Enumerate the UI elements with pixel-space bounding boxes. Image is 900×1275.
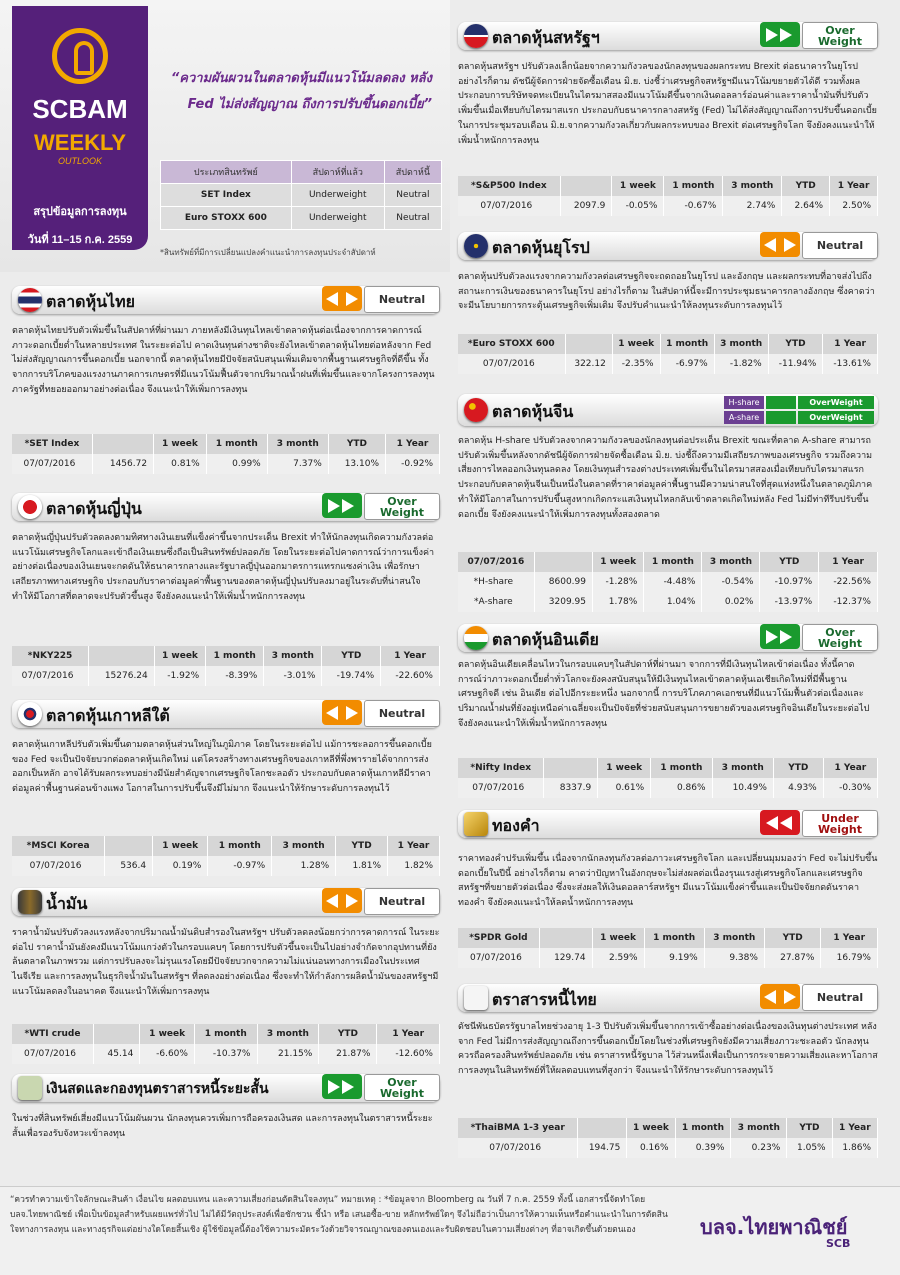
col-header: YTD [328, 434, 385, 454]
rating-label: Neutral [802, 984, 878, 1011]
section-header [12, 493, 440, 521]
korea-flag-icon [18, 702, 42, 726]
section-header [12, 888, 440, 916]
table-row: 07/07/2016 8337.9 0.61% 0.86% 10.49% 4.93% -0.30% [458, 778, 878, 798]
section-header [12, 286, 440, 314]
neutral-arrows-icon [322, 700, 362, 725]
report-date: วันที่ 11–15 ก.ค. 2559 [27, 234, 133, 246]
section-header [458, 984, 878, 1012]
performance-table: *WTI crude 1 week 1 month 3 month YTD 1 Year 07/07/2016 45.14 -6.60% -10.37% 21.15% 21.87% -12.60% [12, 1024, 440, 1064]
rating-label: Neutral [364, 888, 440, 915]
india-flag-icon [464, 626, 488, 650]
col-header: 1 week [154, 434, 207, 454]
table-row: *H-share 8600.99 -1.28% -4.48% -0.54% -10.97% -22.56% [458, 572, 878, 592]
h-share-rating [724, 396, 874, 409]
headline-quote: “ความผันผวนในตลาดหุ้นมีแนวโน้มลดลง หลัง Fed ไม่ส่งสัญญาณ ถึงการปรับขึ้นดอกเบี้ย” [170, 71, 432, 112]
rating-label: Neutral [364, 700, 440, 727]
section-gold [458, 810, 878, 966]
performance-table: *NKY225 1 week 1 month 3 month YTD 1 Year 07/07/2016 15276.24 -1.92% -8.39% -3.01% -19.74% -22.60% [12, 646, 440, 686]
neutral-arrows-icon [760, 984, 800, 1009]
section-body: ตลาดหุ้น H-share ปรับตัวลงจากความกังวลของนักลงทุนต่อประเด็น Brexit ขณะที่ตลาด A-share สามารถปรับตัวเพิ่มขึ้นหลังจากดัชนีผู้จัดการฝ่ายจัดซื้อเดือน มิ.ย. บ่งชี้ถึงความมีเสถียรภาพของเศรษฐกิจ รวมถึงความเสี่ยงการไหลออกเงินทุนลดลง โดยเงินทุนสำรองต่างประเทศเพิ่มขึ้นในไตรมาสสองเมื่อเทียบกับไตรมาสแรก ประกอบกับตลาดหุ้นจีนเป็นหนึ่งในตลาดที่ราคาต่อมูลค่าพื้นฐานมีความน่าสนใจที่สุดแห่งหนึ่งในตลาดภูมิภาค ทำให้มีโอกาสในการปรับขึ้นสูงหากเกิดกระแสเงินทุนไหลกลับเข้าตลาดเกิดใหม่หลัง Fed ไม่มีท่าทีรีบปรับขึ้นดอกเบี้ย จึงยังคงแนะนำให้เพิ่มการลงทุนทั้งสองตลาด [458, 436, 873, 520]
section-title: ตลาดหุ้นเกาหลีใต้ [46, 706, 170, 725]
performance-table: *Nifty Index 1 week 1 month 3 month YTD 1 Year 07/07/2016 8337.9 0.61% 0.86% 10.49% 4.93% -0.30% [458, 758, 878, 798]
section-title: ตลาดหุ้นไทย [46, 292, 136, 311]
oil-barrel-icon [18, 890, 42, 914]
section-title: เงินสดและกองทุนตราสารหนี้ระยะสั้น [46, 1081, 269, 1097]
overweight-arrows-icon [322, 493, 362, 518]
section-india-stocks [458, 624, 878, 800]
header-panel [0, 0, 450, 272]
table-row: 07/07/2016 45.14 -6.60% -10.37% 21.15% 21.87% -12.60% [12, 1044, 440, 1064]
table-row: 07/07/2016 322.12 -2.35% -6.97% -1.82% -11.94% -13.61% [458, 354, 878, 374]
rating-label: Over Weight [364, 1074, 440, 1101]
section-title: ตราสารหนี้ไทย [492, 990, 597, 1009]
section-title: ตลาดหุ้นยุโรป [492, 238, 590, 257]
a-share-rating [724, 411, 874, 424]
performance-table: *ThaiBMA 1-3 year 1 week 1 month 3 month YTD 1 Year 07/07/2016 194.75 0.16% 0.39% 0.23% 1.05% 1.86% [458, 1118, 878, 1158]
section-us-stocks [458, 22, 878, 214]
table-row: 07/07/2016 15276.24 -1.92% -8.39% -3.01% -19.74% -22.60% [12, 666, 440, 686]
disclaimer: “ควรทำความเข้าใจลักษณะสินค้า เงื่อนไข ผลตอบแทน และความเสี่ยงก่อนตัดสินใจลงทุน” หมายเหตุ : *ข้อมูลจาก Bloomberg ณ วันที่ 7 ก.ค. 2559 ทั้งนี้ เอกสารนี้จัดทำโดย บลจ.ไทยพาณิชย์ เพื่อเป็นข้อมูลสำหรับเผยแพร่ทั่วไป ไม่ได้มีวัตถุประสงค์เพื่อชักชวน ชี้นำ หรือ เสนอซื้อ-ขาย หลักทรัพย์ใดๆ จึงไม่ถือว่าเป็นการให้ความเห็นหรือคำแนะนำในการตัดสินใจทางการลงทุน และทางธุรกิจแต่อย่างใดโดยสิ้นเชิง ผู้ใช้ข้อมูลนี้ต้องใช้ความระมัดระวังด้วยวิจารณญาณของตนเองและรับผิดชอบในความเสี่ยงต่างๆ ที่อาจเกิดขึ้นด้วยตนเอง [10, 1195, 668, 1235]
overweight-arrows-icon [760, 22, 800, 47]
scb-logo-icon [52, 28, 108, 84]
rating-label: Over Weight [364, 493, 440, 520]
neutral-arrows-icon [322, 888, 362, 913]
h-share-label: H-share [724, 396, 764, 409]
section-oil [12, 888, 440, 1064]
section-body: ราคาทองคำปรับเพิ่มขึ้น เนื่องจากนักลงทุนกังวลต่อภาวะเศรษฐกิจโลก และเปลี่ยนมุมมองว่า Fed จะไม่ปรับขึ้นดอกเบี้ยในปีนี้ อย่างไรก็ตาม คาดว่าปัญหาในอังกฤษจะไม่ส่งผลต่อเนื่องรุนแรงสู่เศรษฐกิจโลกและเศรษฐกิจสหรัฐฯที่ขยายตัวต่อเนื่อง ซึ่งจะส่งผลให้เงินดอลลาร์สหรัฐฯ มีแนวโน้มแข็งค่าขึ้นและเป็นปัจจัยกดดันราคาทองคำ จึงยังคงแนะนำให้ลดน้ำหนักการลงทุน [458, 854, 878, 909]
section-body: ตลาดหุ้นปรับตัวลงแรงจากความกังวลต่อเศรษฐกิจจะถดถอยในยุโรป และอังกฤษ และผลกระทบที่อาจส่งไปถึงสถานะการเงินของธนาคารในยุโรป อย่างไรก็ตาม ในสัปดาห์นี้จะมีการประชุมธนาคารกลางอังกฤษ ซึ่งคาดว่าจะมีนโยบายการกระตุ้นเศรษฐกิจเพิ่มเติม จึงปรับคำแนะนำให้ลงทุนระดับการลงทุนไว้ [458, 272, 875, 312]
summary-note: *สินทรัพย์ที่มีการเปลี่ยนแปลงคำแนะนำการลงทุนประจำสัปดาห์ [160, 248, 376, 257]
overweight-arrows-icon [766, 411, 796, 424]
summary-header: สัปดาห์ที่แล้ว [291, 161, 384, 184]
section-title: ตลาดหุ้นอินเดีย [492, 630, 599, 649]
a-share-label: A-share [724, 411, 764, 424]
rating-label: Over Weight [802, 624, 878, 651]
rating-label: OverWeight [798, 411, 874, 424]
section-thai-bonds [458, 984, 878, 1160]
section-title: ตลาดหุ้นจีน [492, 402, 574, 421]
section-japan-stocks [12, 493, 440, 681]
summary-header: ประเภทสินทรัพย์ [161, 161, 292, 184]
rating-label: Neutral [364, 286, 440, 313]
section-title: ตลาดหุ้นญี่ปุ่น [46, 499, 142, 518]
index-name: *SET Index [12, 434, 92, 454]
section-body: ดัชนีพันธบัตรรัฐบาลไทยช่วงอายุ 1-3 ปีปรับตัวเพิ่มขึ้นจากการเข้าซื้ออย่างต่อเนื่องของเงินทุนต่างประเทศ หลังจาก Fed ไม่มีการส่งสัญญาณถึงการขึ้นดอกเบี้ยโดยในช่วงที่เศรษฐกิจยังมีความเสี่ยงภาวะชะลอตัว นักลงทุนควรถือครองสินทรัพย์ปลอดภัย เช่น ตราสารหนี้รัฐบาล ไว้ส่วนหนึ่งเพื่อเป็นการกระจายความเสี่ยงและหาโอกาสการลงทุนในสินทรัพย์ที่ให้ผลตอบแทนที่สูงกว่า จึงแนะนำให้รักษาระดับการลงทุนไว้ [458, 1022, 878, 1077]
underweight-arrows-icon [760, 810, 800, 835]
section-body: ตลาดหุ้นเกาหลีปรับตัวเพิ่มขึ้นตามตลาดหุ้นส่วนใหญ่ในภูมิภาค โดยในระยะต่อไป แม้การชะลอการขึ้นดอกเบี้ยของ Fed จะเป็นปัจจัยบวกต่อตลาดหุ้นเกิดใหม่ แต่โครงสร้างทางเศรษฐกิจของเกาหลีที่พึ่งพารายได้จากการส่งออกเป็นหลัก อาจได้รับผลกระทบอย่างมีนัยสำคัญจากเศรษฐกิจโลกชะลอตัว ประกอบกับตลาดหุ้นเกาหลีมีราคาต่อมูลค่าพื้นฐานค่อนข้างแพง โอกาสในการปรับขึ้นจึงมีไม่มาก จึงแนะนำให้รักษาระดับการลงทุนไว้ [12, 740, 432, 795]
cell: Underweight [291, 184, 384, 207]
rating-label: Neutral [802, 232, 878, 259]
section-body: ตลาดหุ้นอินเดียเคลื่อนไหวในกรอบแคบๆในสัปดาห์ที่ผ่านมา จากการที่มีเงินทุนไหลเข้าต่อเนื่อง ทั้งนี้คาดการณ์ว่าภาวะดอกเบี้ยต่ำทั่วโลกจะยังคงสนับสนุนให้มีเงินทุนไหลเข้าตลาดหุ้นเอเชียเกิดใหม่ที่มีพื้นฐานเศรษฐกิจดี เช่น อินเดีย ต่อไปอีกระยะหนึ่ง นอกจากนี้ การบริโภคภาคเอกชนที่มีแนวโน้มฟื้นตัวต่อเนื่องและปริมาณน้ำฝนที่ยังอยู่เหนือค่าเฉลี่ยจะเป็นปัจจัยที่ช่วยสนับสนุนการขยายตัวของเศรษฐกิจอินเดียในระยะต่อไป จึงยังคงแนะนำให้เพิ่มน้ำหนักการลงทุน [458, 660, 870, 729]
table-row: 07/07/2016 2097.9 -0.05% -0.67% 2.74% 2.64% 2.50% [458, 196, 878, 216]
gold-bar-icon [464, 812, 488, 836]
section-header [458, 810, 878, 838]
cell: Neutral [384, 207, 441, 230]
section-header [458, 624, 878, 652]
section-cash [12, 1074, 440, 1154]
performance-table: *MSCI Korea 1 week 1 month 3 month YTD 1 Year 07/07/2016 536.4 0.19% -0.97% 1.28% 1.81% 1.82% [12, 836, 440, 876]
summary-table [160, 160, 442, 230]
section-thai-stocks [12, 286, 440, 474]
section-title: น้ำมัน [46, 894, 88, 913]
brand-block [12, 6, 148, 250]
brand-weekly: WEEKLY [33, 130, 127, 155]
section-body: ตลาดหุ้นญี่ปุ่นปรับตัวลดลงตามทิศทางเงินเยนที่แข็งค่าขึ้นจากประเด็น Brexit ทำให้นักลงทุนเกิดความกังวลต่อแนวโน้มเศรษฐกิจโลกและเข้าถือเงินเยนซึ่งถือเป็นสินทรัพย์ปลอดภัย โดยในระยะต่อไปคาดการณ์ว่าการแข็งค่าอย่างต่อเนื่องของเงินเยนจะกดดันให้ธนาคารกลางและรัฐบาลญี่ปุ่นออกมาตรการแทรกแซงค่าเงิน เพื่อรักษาเสถียรภาพทางเศรษฐกิจ ประกอบกับราคาต่อมูลค่าพื้นฐานของตลาดหุ้นญี่ปุ่นปรับลงมาอยู่ในระดับที่น่าสนใจ ทำให้มีโอกาสที่ตลาดจะปรับตัวขึ้นสูง จึงยังคงแนะนำให้เพิ่มน้ำหนักการลงทุน [12, 533, 435, 602]
table-row [161, 184, 442, 207]
col-header: 1 Year [386, 434, 440, 454]
neutral-arrows-icon [322, 286, 362, 311]
summary-header: สัปดาห์นี้ [384, 161, 441, 184]
performance-table: *S&P500 Index 1 week 1 month 3 month YTD 1 Year 07/07/2016 2097.9 -0.05% -0.67% 2.74% 2.64% 2.50% [458, 176, 878, 216]
japan-flag-icon [18, 495, 42, 519]
performance-table: *Euro STOXX 600 1 week 1 month 3 month YTD 1 Year 07/07/2016 322.12 -2.35% -6.97% -1.82% -11.94% -13.61% [458, 334, 878, 374]
section-header [458, 394, 878, 426]
table-row: 07/07/2016 1456.72 0.81% 0.99% 7.37% 13.10% -0.92% [12, 454, 440, 474]
china-flag-icon [464, 398, 488, 422]
footer [0, 1186, 900, 1275]
table-row: 07/07/2016 194.75 0.16% 0.39% 0.23% 1.05% 1.86% [458, 1138, 878, 1158]
bond-icon [464, 986, 488, 1010]
rating-label: Over Weight [802, 22, 878, 49]
us-flag-icon [464, 24, 488, 48]
summary-title: สรุปข้อมูลการลงทุน [33, 206, 127, 218]
eu-flag-icon [464, 234, 488, 258]
section-header [12, 1074, 440, 1102]
performance-table [12, 434, 440, 474]
overweight-arrows-icon [766, 396, 796, 409]
brand-outlook: OUTLOOK [57, 156, 102, 166]
section-china-stocks [458, 394, 878, 610]
section-body: ตลาดหุ้นสหรัฐฯ ปรับตัวลงเล็กน้อยจากความกังวลของนักลงทุนของผลกระทบ Brexit ต่อธนาคารในยุโรป อย่างไรก็ตาม ดัชนีผู้จัดการฝ่ายจัดซื้อเดือน มิ.ย. บ่งชี้ว่าเศรษฐกิจสหรัฐฯมีแนวโน้มขยายตัวได้ดี รวมทั้งผลประกอบการบริษัทจดทะเบียนในไตรมาสสองมีแนวโน้มดีขึ้นจากเงินดอลลาร์อ่อนค่าและราคาน้ำมันที่ปรับตัวเพิ่มขึ้นเมื่อเทียบกับไตรมาสแรก ประกอบกับธนาคารกลางสหรัฐ (Fed) ไม่ได้ส่งสัญญาณถึงการปรับขึ้นดอกเบี้ยในการประชุมรอบเดือน มิ.ย.จากความกังวลเกี่ยวกับผลกระทบของ Brexit ต่อเศรษฐกิจโลก จึงยังคงแนะนำให้เพิ่มน้ำหนักการลงทุน [458, 62, 877, 146]
table-row: 07/07/2016 536.4 0.19% -0.97% 1.28% 1.81% 1.82% [12, 856, 440, 876]
thailand-flag-icon [18, 288, 42, 312]
section-title: ทองคำ [492, 816, 540, 835]
section-body: ตลาดหุ้นไทยปรับตัวเพิ่มขึ้นในสัปดาห์ที่ผ่านมา ภายหลังมีเงินทุนไหลเข้าตลาดหุ้นต่อเนื่องจากการคาดการณ์ภาวะดอกเบี้ยต่ำในหลายประเทศ ในระยะต่อไป คาดเงินทุนต่างชาติจะยังไหลเข้าตลาดหุ้นไทยต่อหลังจาก Fed ไม่ส่งสัญญาณการขึ้นดอกเบี้ย นอกจากนี้ ตลาดหุ้นไทยมีปัจจัยสนับสนุนเพิ่มเติมจากพื้นฐานเศรษฐกิจที่ดีขึ้น ทั้งจากการบริโภคของแรงงานภาคการเกษตรที่มีแนวโน้มฟื้นตัวจากปริมาณน้ำฝนที่เพิ่มขึ้นและจากโครงการลงทุนภาครัฐที่ทยอยออกมาอย่างต่อเนื่อง จึงแนะนำให้เพิ่มการลงทุน [12, 326, 435, 395]
table-row: *A-share 3209.95 1.78% 1.04% 0.02% -13.97% -12.37% [458, 592, 878, 612]
section-body: ในช่วงที่สินทรัพย์เสี่ยงมีแนวโน้มผันผวน นักลงทุนควรเพิ่มการถือครองเงินสด และการลงทุนในตราสารหนี้ระยะสั้นเพื่อรองรับจังหวะเข้าลงทุน [12, 1114, 433, 1139]
section-title: ตลาดหุ้นสหรัฐฯ [492, 28, 600, 47]
section-header [458, 22, 878, 50]
company-logo: บลจ.ไทยพาณิชย์ [700, 1215, 848, 1239]
col-header: 3 month [267, 434, 328, 454]
cash-icon [18, 1076, 42, 1100]
performance-table: 07/07/2016 1 week 1 month 3 month YTD 1 Year *H-share 8600.99 -1.28% -4.48% -0.54% -10.97% -22.56% *A-share 3209.95 1.78% 1.04% 0.02% -13.97% -12.37% [458, 552, 878, 612]
table-row [161, 207, 442, 230]
cell: Neutral [384, 184, 441, 207]
cell: SET Index [161, 184, 292, 207]
brand-name: SCBAM [32, 94, 128, 124]
overweight-arrows-icon [322, 1074, 362, 1099]
performance-table: *SPDR Gold 1 week 1 month 3 month YTD 1 Year 07/07/2016 129.74 2.59% 9.19% 9.38% 27.87% 16.79% [458, 928, 878, 968]
cell: Euro STOXX 600 [161, 207, 292, 230]
table-row: 07/07/2016 129.74 2.59% 9.19% 9.38% 27.87% 16.79% [458, 948, 878, 968]
col-header: 1 month [206, 434, 267, 454]
section-header [12, 700, 440, 728]
section-korea-stocks [12, 700, 440, 874]
neutral-arrows-icon [760, 232, 800, 257]
cell: Underweight [291, 207, 384, 230]
overweight-arrows-icon [760, 624, 800, 649]
section-body: ราคาน้ำมันปรับตัวลงแรงหลังจากปริมาณน้ำมันดิบสำรองในสหรัฐฯ ปรับตัวลดลงน้อยกว่าการคาดการณ์ ในระยะต่อไป ราคาน้ำมันยังคงมีแนวโน้มแกว่งตัวในกรอบแคบๆ โดยการปรับตัวขึ้นจะเป็นไปอย่างจำกัดจากอุปทานที่ยังล้นตลาดในภาพรวม แต่การปรับลงจะไม่รุนแรงโดยมีปัจจัยบวกจากความไม่แน่นอนทางการเมืองในประเทศไนจีเรีย และการลงทุนในธุรกิจน้ำมันในสหรัฐฯ ที่ลดลงอย่างต่อเนื่อง ซึ่งจะทำให้กำลังการผลิตน้ำมันของสหรัฐฯมีแนวโน้มลดลงในอนาคต จึงแนะนำให้เพิ่มการลงทุน [12, 928, 440, 997]
rating-label: OverWeight [798, 396, 874, 409]
section-header [458, 232, 878, 260]
company-logo-sub: SCB [826, 1237, 851, 1250]
rating-label: Under Weight [802, 810, 878, 837]
section-europe-stocks [458, 232, 878, 374]
